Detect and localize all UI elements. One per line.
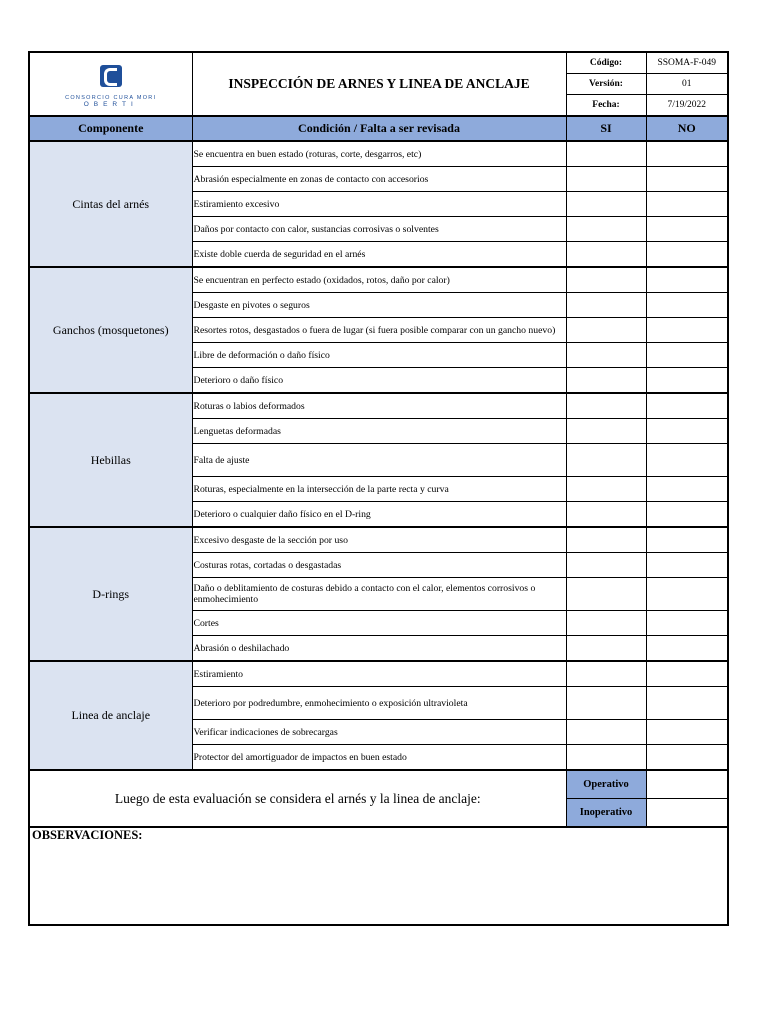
si-check-cell[interactable] xyxy=(566,343,646,368)
condition-text: Lenguetas deformadas xyxy=(192,419,566,444)
logo xyxy=(29,52,192,116)
condition-text: Verificar indicaciones de sobrecargas xyxy=(192,720,566,745)
no-check-cell[interactable] xyxy=(646,502,728,528)
no-check-cell[interactable] xyxy=(646,553,728,578)
si-check-cell[interactable] xyxy=(566,192,646,217)
operativo-label: Operativo xyxy=(566,770,646,799)
component-name: Linea de anclaje xyxy=(29,661,192,770)
si-check-cell[interactable] xyxy=(566,267,646,293)
component-name: D-rings xyxy=(29,527,192,661)
no-check-cell[interactable] xyxy=(646,661,728,687)
code-label: Código: xyxy=(566,52,646,74)
si-check-cell[interactable] xyxy=(566,444,646,477)
condition-text: Costuras rotas, cortadas o desgastadas xyxy=(192,553,566,578)
condition-text: Roturas o labios deformados xyxy=(192,393,566,419)
summary-text: Luego de esta evaluación se considera el arnés y la linea de anclaje: xyxy=(29,770,566,827)
no-check-cell[interactable] xyxy=(646,343,728,368)
si-check-cell[interactable] xyxy=(566,502,646,528)
logo-line1: CONSORCIO CURA MORI xyxy=(65,94,157,101)
condition-text: Resortes rotos, desgastados o fuera de lugar (si fuera posible comparar con un gancho nuevo) xyxy=(192,318,566,343)
observations-field[interactable] xyxy=(29,827,728,925)
no-check-cell[interactable] xyxy=(646,444,728,477)
no-check-cell[interactable] xyxy=(646,393,728,419)
si-check-cell[interactable] xyxy=(566,419,646,444)
condition-text: Deterioro o daño físico xyxy=(192,368,566,394)
condition-text: Deterioro por podredumbre, enmohecimiento o exposición ultravioleta xyxy=(192,687,566,720)
condition-text: Abrasión o deshilachado xyxy=(192,636,566,662)
condition-text: Deterioro o cualquier daño físico en el D-ring xyxy=(192,502,566,528)
code-value: SSOMA-F-049 xyxy=(646,52,728,74)
no-check-cell[interactable] xyxy=(646,687,728,720)
si-check-cell[interactable] xyxy=(566,368,646,394)
condition-text: Excesivo desgaste de la sección por uso xyxy=(192,527,566,553)
si-check-cell[interactable] xyxy=(566,636,646,662)
inspection-form xyxy=(28,51,727,926)
si-check-cell[interactable] xyxy=(566,553,646,578)
no-check-cell[interactable] xyxy=(646,720,728,745)
no-check-cell[interactable] xyxy=(646,611,728,636)
no-check-cell[interactable] xyxy=(646,242,728,268)
column-condition: Condición / Falta a ser revisada xyxy=(192,116,566,141)
checklist-row xyxy=(29,141,728,167)
si-check-cell[interactable] xyxy=(566,578,646,611)
checklist-row xyxy=(29,393,728,419)
si-check-cell[interactable] xyxy=(566,167,646,192)
column-no: NO xyxy=(646,116,728,141)
no-check-cell[interactable] xyxy=(646,636,728,662)
summary-row-operativo xyxy=(29,770,728,799)
si-check-cell[interactable] xyxy=(566,745,646,771)
operativo-check-cell[interactable] xyxy=(646,770,728,799)
condition-text: Estiramiento xyxy=(192,661,566,687)
no-check-cell[interactable] xyxy=(646,267,728,293)
si-check-cell[interactable] xyxy=(566,242,646,268)
no-check-cell[interactable] xyxy=(646,318,728,343)
si-check-cell[interactable] xyxy=(566,393,646,419)
no-check-cell[interactable] xyxy=(646,419,728,444)
inoperativo-label: Inoperativo xyxy=(566,799,646,828)
column-header-row xyxy=(29,116,728,141)
component-name: Cintas del arnés xyxy=(29,141,192,267)
no-check-cell[interactable] xyxy=(646,368,728,394)
no-check-cell[interactable] xyxy=(646,527,728,553)
checklist-row xyxy=(29,661,728,687)
condition-text: Cortes xyxy=(192,611,566,636)
no-check-cell[interactable] xyxy=(646,293,728,318)
logo-line2: OBERTI xyxy=(83,100,138,108)
no-check-cell[interactable] xyxy=(646,167,728,192)
si-check-cell[interactable] xyxy=(566,217,646,242)
component-name: Hebillas xyxy=(29,393,192,527)
condition-text: Daño o deblitamiento de costuras debido a contacto con el calor, elementos corrosivos o enmohecimiento xyxy=(192,578,566,611)
condition-text: Roturas, especialmente en la intersección de la parte recta y curva xyxy=(192,477,566,502)
si-check-cell[interactable] xyxy=(566,720,646,745)
version-label: Versión: xyxy=(566,74,646,95)
checklist-row xyxy=(29,527,728,553)
no-check-cell[interactable] xyxy=(646,141,728,167)
header-row-1 xyxy=(29,52,728,74)
version-value: 01 xyxy=(646,74,728,95)
condition-text: Protector del amortiguador de impactos en buen estado xyxy=(192,745,566,771)
si-check-cell[interactable] xyxy=(566,661,646,687)
condition-text: Se encuentra en buen estado (roturas, corte, desgarros, etc) xyxy=(192,141,566,167)
si-check-cell[interactable] xyxy=(566,527,646,553)
condition-text: Falta de ajuste xyxy=(192,444,566,477)
si-check-cell[interactable] xyxy=(566,687,646,720)
condition-text: Desgaste en pivotes o seguros xyxy=(192,293,566,318)
document-title: INSPECCIÓN DE ARNES Y LINEA DE ANCLAJE xyxy=(192,52,566,116)
date-label: Fecha: xyxy=(566,95,646,117)
no-check-cell[interactable] xyxy=(646,578,728,611)
date-value: 7/19/2022 xyxy=(646,95,728,117)
si-check-cell[interactable] xyxy=(566,318,646,343)
column-si: SI xyxy=(566,116,646,141)
si-check-cell[interactable] xyxy=(566,141,646,167)
si-check-cell[interactable] xyxy=(566,293,646,318)
checklist-row xyxy=(29,267,728,293)
inoperativo-check-cell[interactable] xyxy=(646,799,728,828)
observations-label: OBSERVACIONES: xyxy=(32,828,143,842)
condition-text: Se encuentran en perfecto estado (oxidados, rotos, daño por calor) xyxy=(192,267,566,293)
condition-text: Existe doble cuerda de seguridad en el arnés xyxy=(192,242,566,268)
no-check-cell[interactable] xyxy=(646,192,728,217)
no-check-cell[interactable] xyxy=(646,217,728,242)
condition-text: Libre de deformación o daño físico xyxy=(192,343,566,368)
inspection-table xyxy=(28,51,729,926)
company-logo-icon xyxy=(100,65,122,87)
column-component: Componente xyxy=(29,116,192,141)
no-check-cell[interactable] xyxy=(646,477,728,502)
no-check-cell[interactable] xyxy=(646,745,728,771)
component-name: Ganchos (mosquetones) xyxy=(29,267,192,393)
si-check-cell[interactable] xyxy=(566,611,646,636)
si-check-cell[interactable] xyxy=(566,477,646,502)
condition-text: Abrasión especialmente en zonas de contacto con accesorios xyxy=(192,167,566,192)
condition-text: Daños por contacto con calor, sustancias corrosivas o solventes xyxy=(192,217,566,242)
observations-row xyxy=(29,827,728,925)
condition-text: Estiramiento excesivo xyxy=(192,192,566,217)
